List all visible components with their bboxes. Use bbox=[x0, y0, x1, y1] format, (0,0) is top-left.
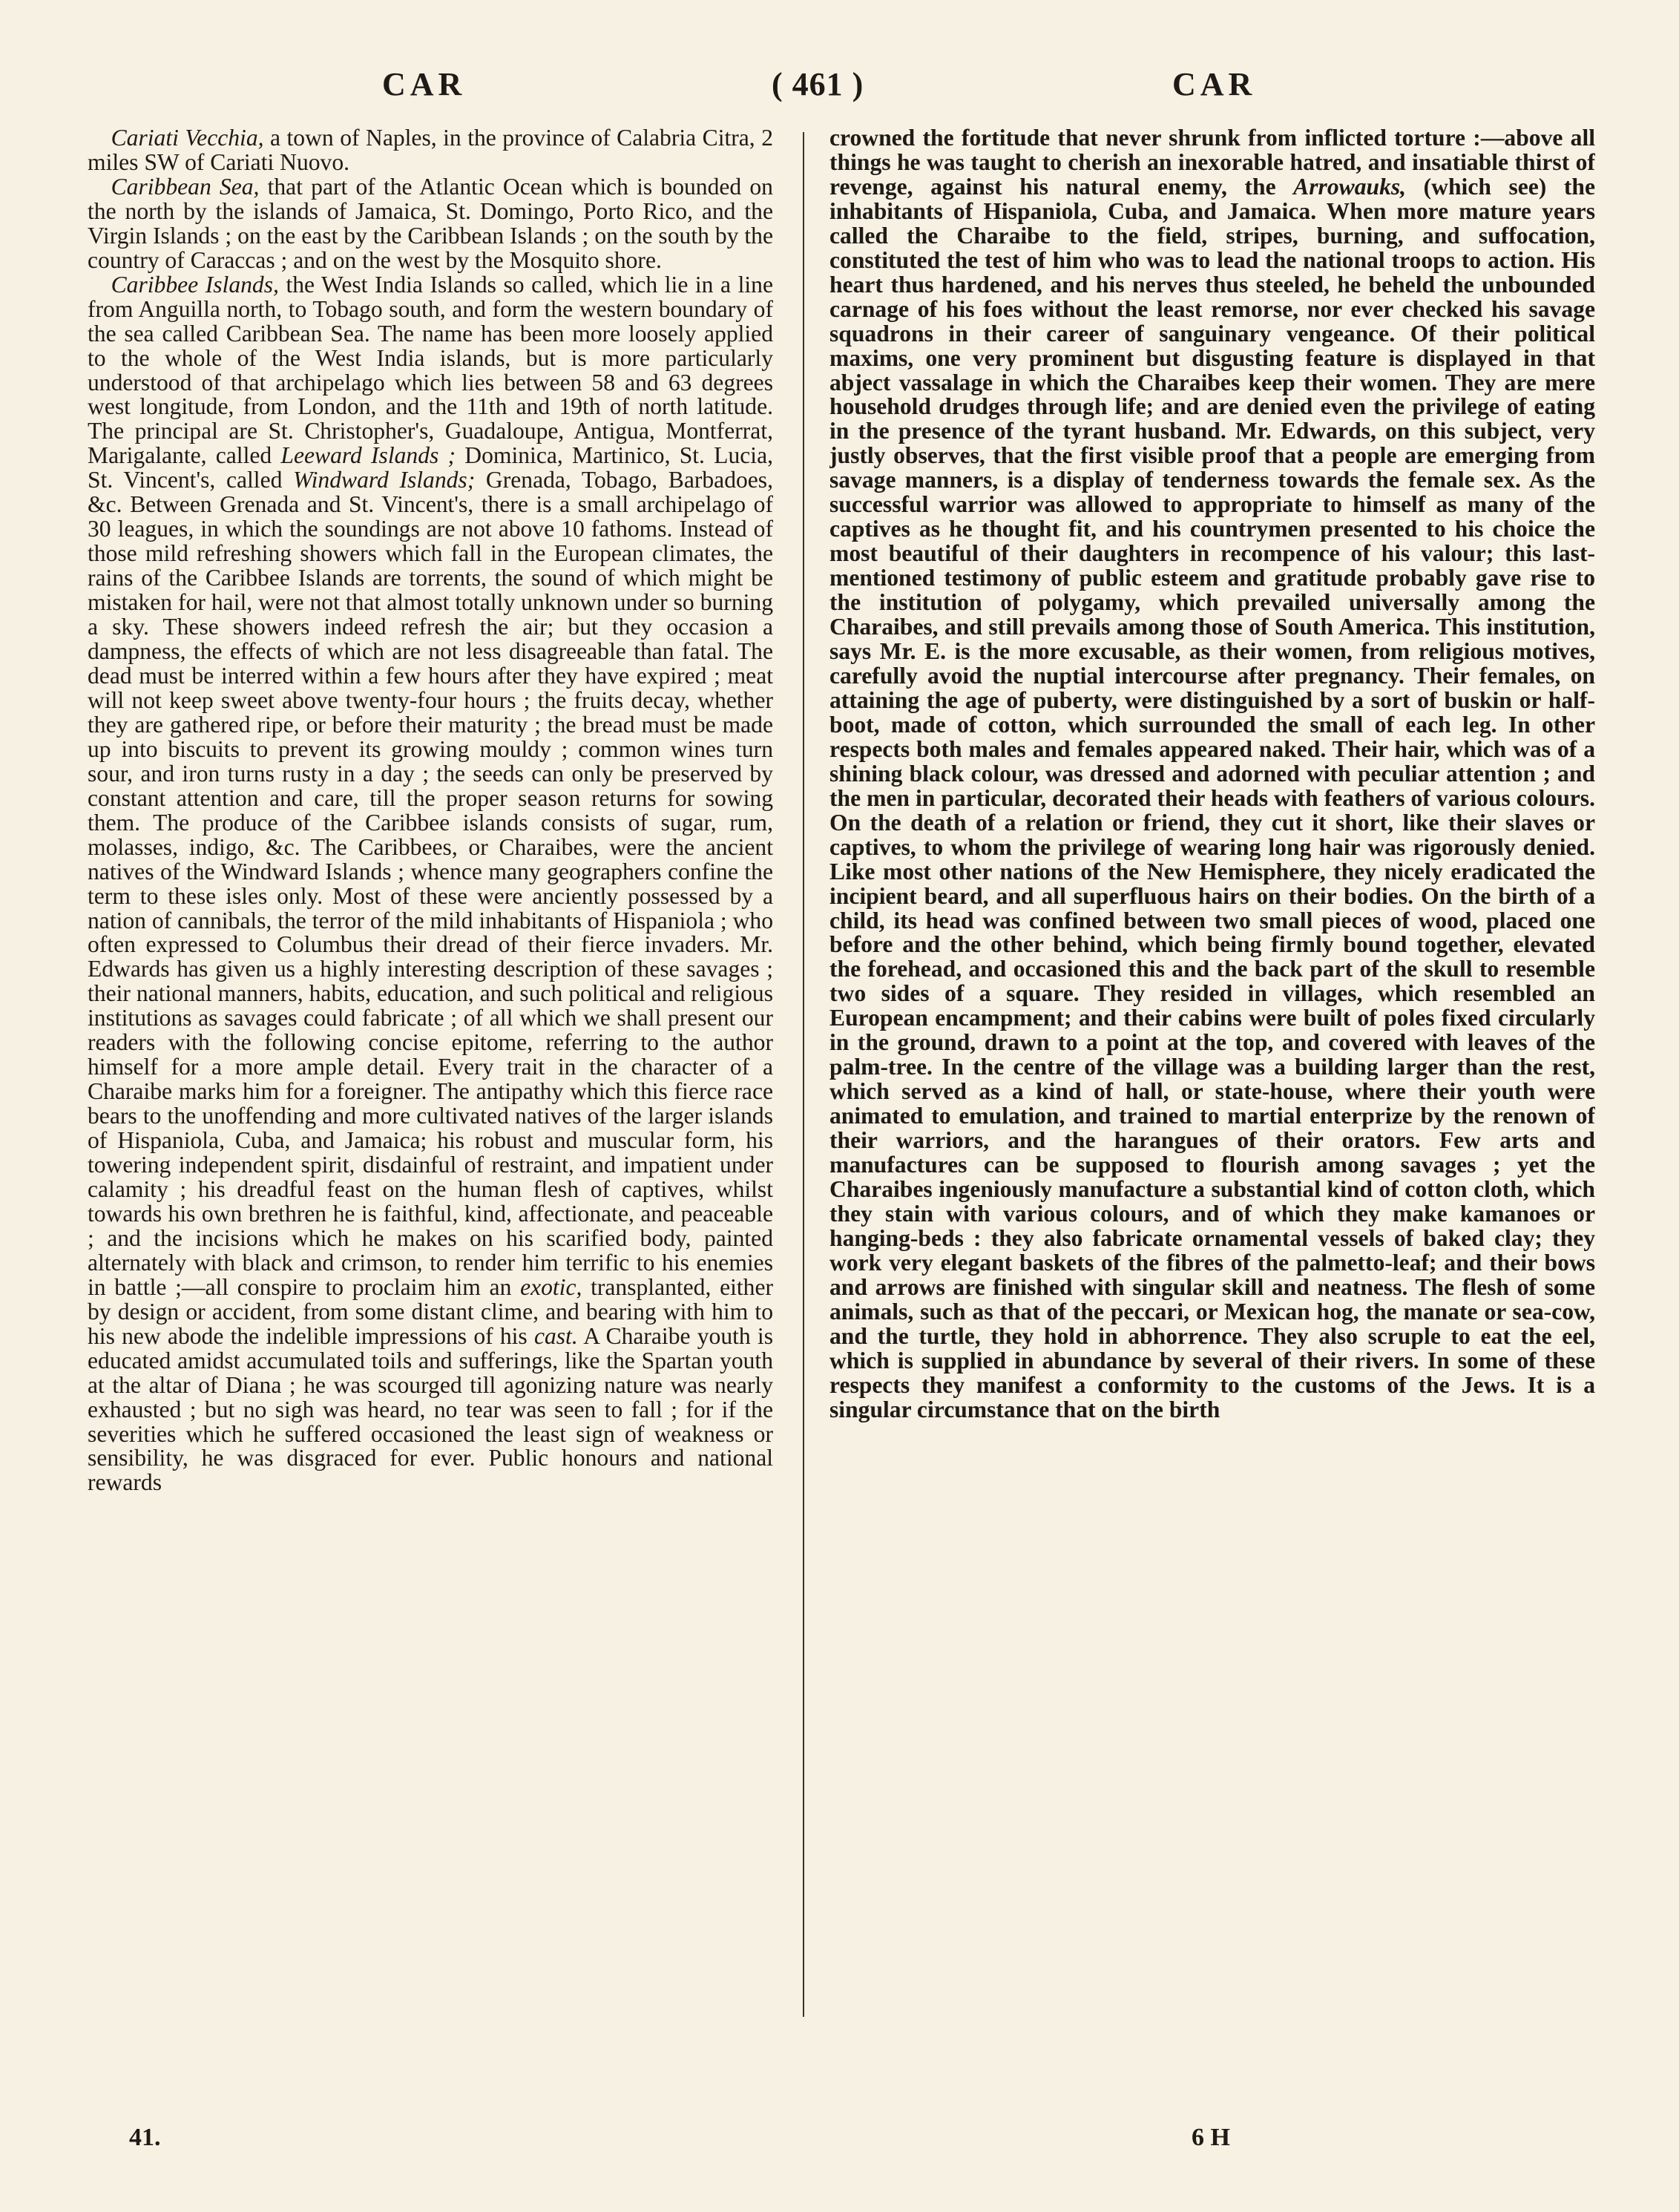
entry-text: the West India Islands so called, which lie in a line from Anguilla north, to Tobago south, and form the western boundary of the sea called Caribbean Sea. The name has been more loosely applied to the whole of the West India islands, but is more particularly understood of that archipelago which lies between 58 and 63 degrees west longitude, from London, and the 11th and 19th of north latitude. The principal are St. Christopher's, Guadaloupe, Antigua, Montferrat, Marigalante, called bbox=[88, 271, 773, 469]
running-head bbox=[0, 65, 1679, 110]
headword-caribbean-sea: Caribbean Sea, bbox=[111, 173, 260, 200]
header-right-keyword: CAR bbox=[1172, 66, 1257, 102]
entry-text: a town of Naples, in the province of Calabria Citra, 2 miles SW of Cariati Nuovo. bbox=[88, 126, 773, 175]
entry-text: crowned the fortitude that never shrunk from inflicted torture :—above all things he was taught to cherish an inexorable hatred, and insatiable thirst of revenge, against his natural enemy, the bbox=[829, 126, 1595, 200]
term-leeward-islands: Leeward Islands ; bbox=[280, 442, 456, 469]
term-arrowauks: Arrowauks, bbox=[1293, 173, 1407, 200]
signature-mark-left: 41. bbox=[129, 2124, 161, 2151]
signature-mark-right: 6 H bbox=[1192, 2124, 1230, 2151]
entry-cariati-vecchia bbox=[88, 126, 773, 175]
headword-caribbee-islands: Caribbee Islands, bbox=[111, 271, 279, 298]
page-number: ( 461 ) bbox=[772, 66, 864, 102]
entry-text: transplanted, either by design or accident, from some distant clime, and bearing with him to his new abode the indelible impressions of his bbox=[88, 1273, 773, 1349]
column-divider bbox=[803, 132, 804, 2017]
entry-text: Dominica, Martinico, St. Lucia, St. Vincent's, called bbox=[88, 442, 773, 493]
right-column bbox=[829, 126, 1595, 2093]
entry-text: A Charaibe youth is educated amidst accumulated toils and sufferings, like the Spartan youth at the altar of Diana ; he was scourged till agonizing nature was nearly exhausted ; but no sigh was heard, no tear was seen to fall ; for if the severities which he suffered occasioned the least sign of weakness or sensibility, he was disgraced for ever. Public honours and national rewards bbox=[88, 1322, 773, 1496]
entry-text: Grenada, Tobago, Barbadoes, &c. Between Grenada and St. Vincent's, there is a small archipelago of 30 leagues, in which the soundings are not above 10 fathoms. Instead of those mild refreshing showers which fall in the European climates, the rains of the Caribbee Islands are torrents, the sound of which might be mistaken for hail, were not that almost totally unknown under so burning a sky. These showers indeed refresh the air; but they occasion a dampness, the effects of which are not less disagreeable than fatal. The dead must be interred within a few hours after they have expired ; meat will not keep sweet above twenty-four hours ; the fruits decay, whether they are gathered ripe, or before their maturity ; the bread must be made up into biscuits to prevent its growing mouldy ; common wines turn sour, and iron turns rusty in a day ; the seeds can only be preserved by constant attention and care, till the proper season returns for sowing them. The produce of the Caribbee islands consists of sugar, rum, molasses, indigo, &c. The Caribbees, or Charaibes, were the ancient natives of the Windward Islands ; whence many geographers confine the term to these isles only. Most of these were anciently possessed by a nation of cannibals, the terror of the mild inhabitants of Hispaniola ; who often expressed to Columbus their dread of their fierce invaders. Mr. Edwards has given us a highly interesting description of these savages ; their national manners, habits, education, and such political and religious institutions as savages could fabricate ; of all which we shall present our readers with the following concise epitome, referring to the author himself for a more ample detail. Every trait in the character of a Charaibe marks him for a foreigner. The antipathy which this fierce race bears to the unoffending and more cultivated natives of the larger islands of Hispaniola, Cuba, and Jamaica; his robust and muscular form, his towering independent spirit, disdainful of restraint, and impatient under calamity ; his dreadful feast on the human flesh of captives, whilst towards his own brethren he is faithful, kind, affectionate, and peaceable ; and the incisions which he makes on his scarified body, painted alternately with black and crimson, to render him terrific to his enemies in battle ;—all conspire to proclaim him an bbox=[88, 467, 773, 1300]
entry-caribbean-sea bbox=[88, 175, 773, 273]
headword-cariati-vecchia: Cariati Vecchia, bbox=[111, 126, 264, 151]
entry-caribbee-islands bbox=[88, 273, 773, 1496]
header-left-keyword: CAR bbox=[382, 66, 467, 102]
entry-text: (which see) the inhabitants of Hispaniola, Cuba, and Jamaica. When more mature years called the Charaibe to the field, stripes, burning, and suffocation, constituted the test of him who was to lead the national troops to action. His heart thus hardened, and his nerves thus steeled, he beheld the unbounded carnage of his foes without the least remorse, nor ever checked his savage squadrons in their career of sanguinary vengeance. Of their political maxims, one very prominent but disgusting feature is displayed in that abject vassalage in which the Charaibes keep their women. They are mere household drudges through life; and are denied even the privilege of eating in the presence of the tyrant husband. Mr. Edwards, on this subject, very justly observes, that the first visible proof that a people are emerging from savage manners, is a display of tenderness towards the female sex. As the successful warrior was allowed to appropriate to himself as many of the captives as he thought fit, and his countrymen presented to his choice the most beautiful of their daughters in recompence of his valour; this last-mentioned testimony of public esteem and gratitude probably gave rise to the institution of polygamy, which prevailed universally among the Charaibes, and still prevails among those of South America. This institution, says Mr. E. is the more excusable, as their women, from religious motives, carefully avoid the nuptial intercourse after pregnancy. Their females, on attaining the age of puberty, were distinguished by a sort of buskin or half-boot, made of cotton, which surrounded the small of each leg. In other respects both males and females appeared naked. Their hair, which was of a shining black colour, was dressed and adorned with peculiar attention ; and the men in particular, decorated their heads with feathers of various colours. On the death of a relation or friend, they cut it short, like their slaves or captives, to whom the privilege of wearing long hair was rigorously denied. Like most other nations of the New Hemisphere, they nicely eradicated the incipient beard, and all superfluous hairs on their bodies. On the birth of a child, its head was confined between two small pieces of wood, placed one before and the other behind, which being firmly bound together, elevated the forehead, and occasioned this and the back part of the skull to resemble two sides of a square. They resided in villages, which resembled an European encampment; and their cabins were built of poles fixed circularly in the ground, drawn to a point at the top, and covered with leaves of the palm-tree. In the centre of the village was a building larger than the rest, which served as a kind of hall, or state-house, where their youth were animated to emulation, and trained to martial enterprize by the renown of their warriors, and the harangues of their orators. Few arts and manufactures can be supposed to flourish among savages ; yet the Charaibes ingeniously manufacture a substantial kind of cotton cloth, which they stain with various colours, and of which they make kamanoes or hanging-beds : they also fabricate ornamental vessels of baked clay; they work very elegant baskets of the fibres of the palmetto-leaf; and their bows and arrows are finished with singular skill and neatness. The flesh of some animals, such as that of the peccari, or Mexican hog, the manate or sea-cow, and the turtle, they hold in abhorrence. They also scruple to eat the eel, which is supplied in abundance by several of their rivers. In some of these respects they manifest a conformity to the customs of the Jews. It is a singular circumstance that on the birth bbox=[829, 173, 1595, 1422]
entry-text: that part of the Atlantic Ocean which is bounded on the north by the islands of Jamaica, St. Domingo, Porto Rico, and the Virgin Islands ; on the east by the Caribbean Islands ; on the south by the country of Caraccas ; and on the west by the Mosquito shore. bbox=[88, 173, 773, 273]
term-exotic: exotic, bbox=[520, 1273, 582, 1300]
term-cast: cast. bbox=[533, 1322, 578, 1349]
left-column bbox=[88, 126, 773, 2093]
entry-caribbee-continued bbox=[829, 126, 1595, 1422]
term-windward-islands: Windward Islands; bbox=[293, 467, 476, 493]
